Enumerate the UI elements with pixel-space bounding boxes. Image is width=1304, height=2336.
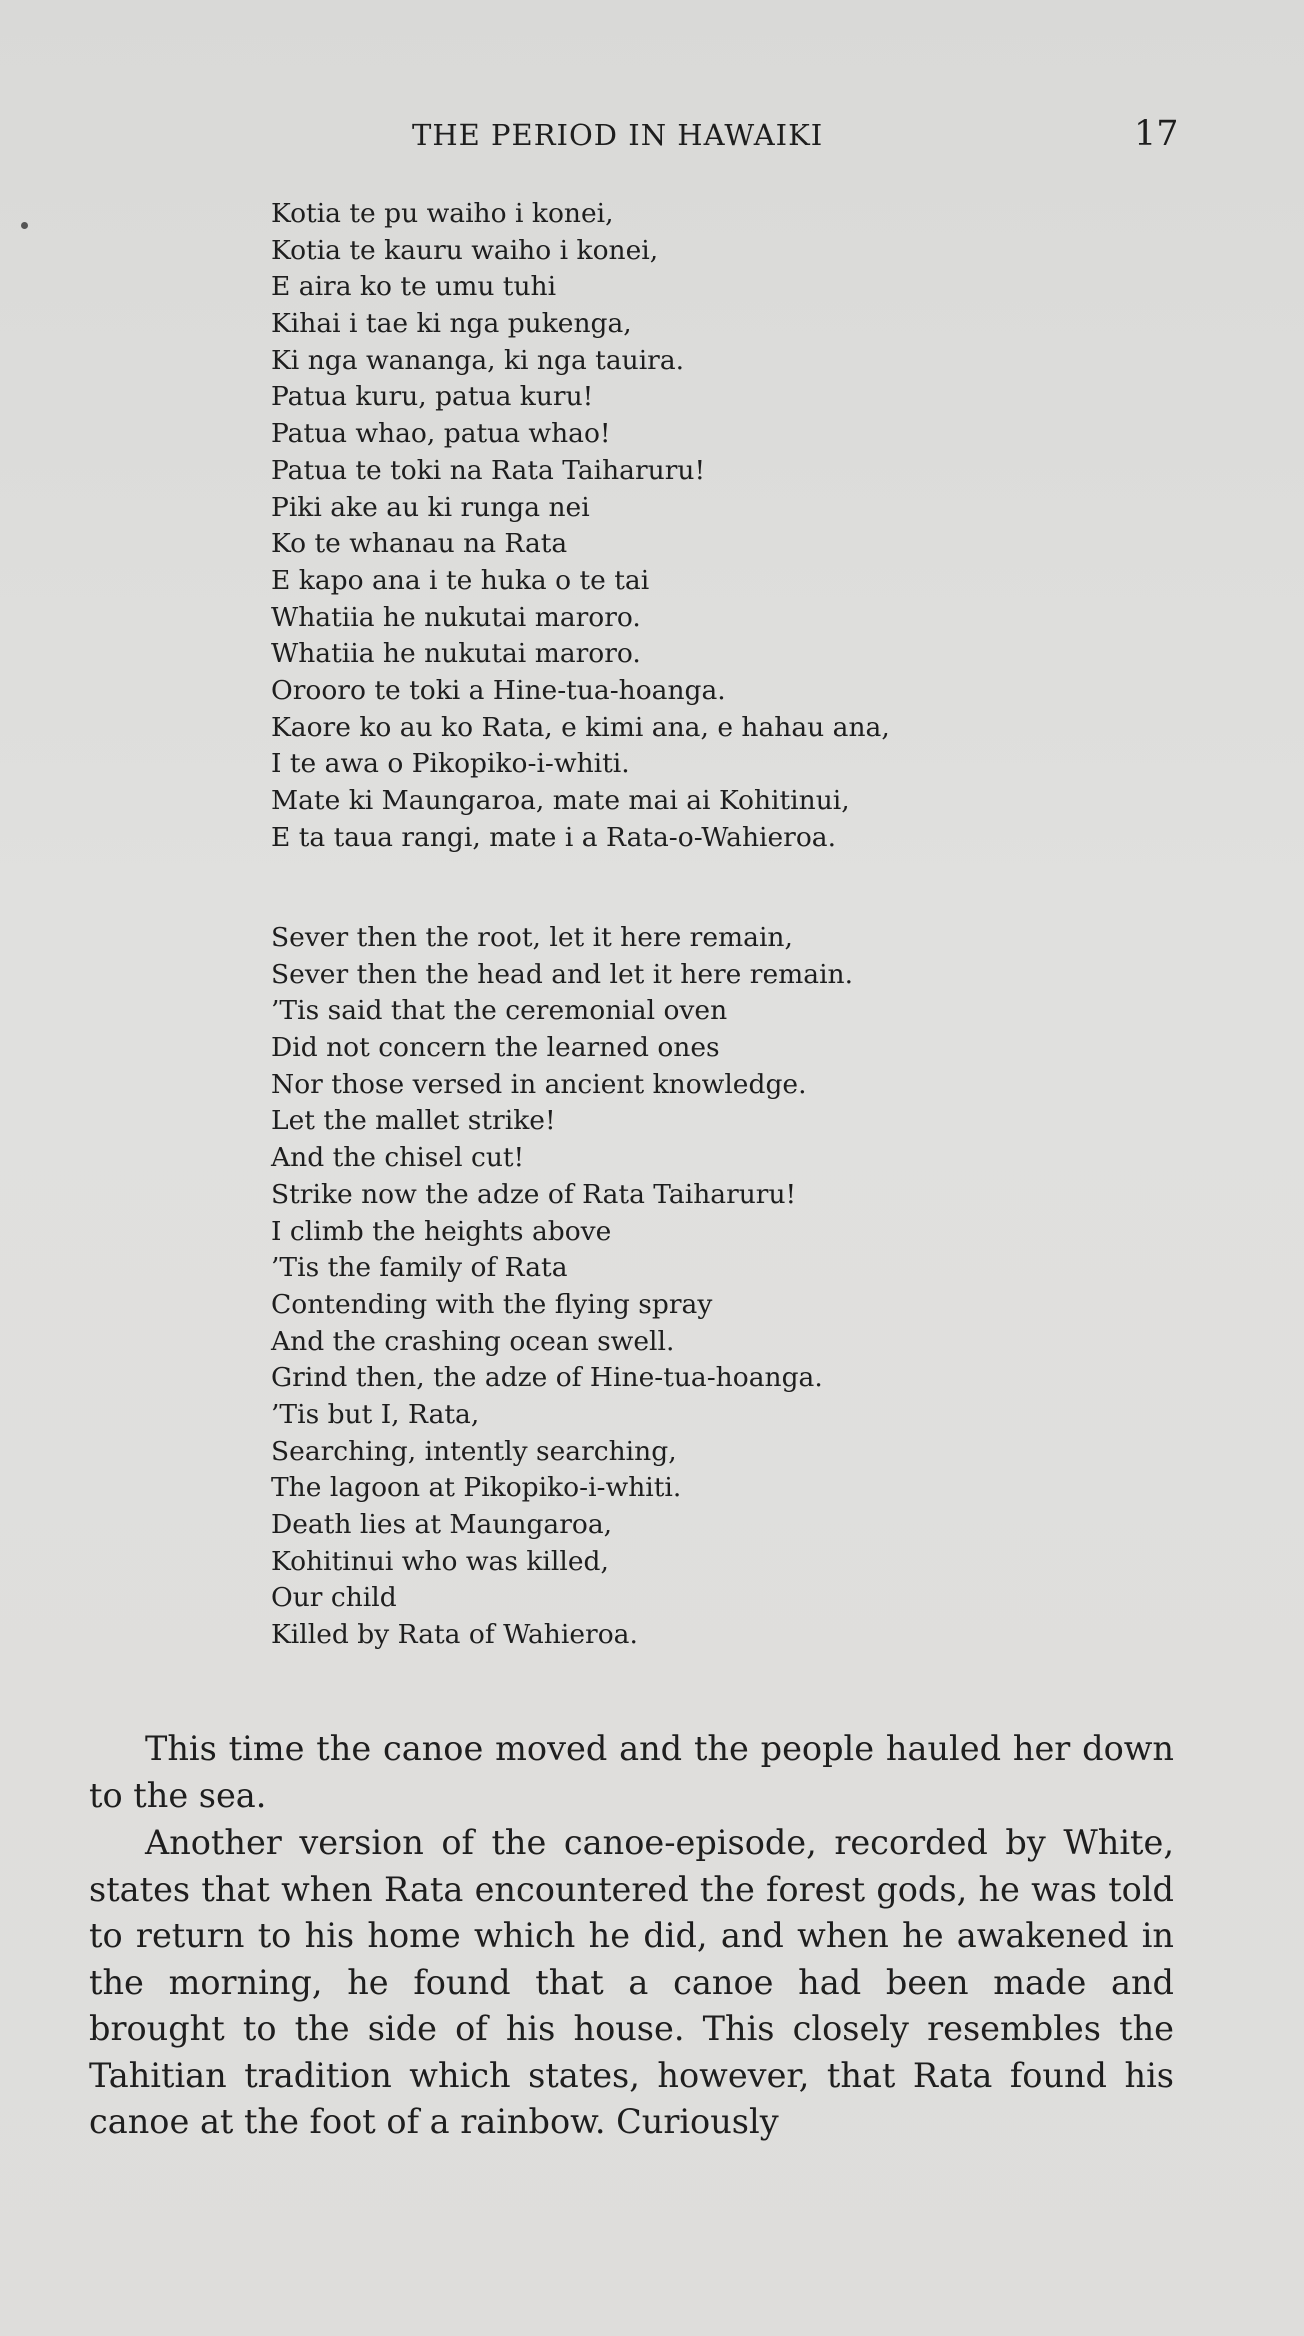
verse-line: And the crashing ocean swell. bbox=[271, 1325, 675, 1357]
verse-line: Ko te whanau na Rata bbox=[271, 528, 568, 560]
verse-line: Searching, intently searching, bbox=[271, 1435, 677, 1467]
verse-line: Sever then the head and let it here remain. bbox=[271, 958, 854, 990]
paragraph-text: This time the canoe moved and the people hauled her down to the sea. bbox=[89, 1729, 1174, 1815]
verse-line: E aira ko te umu tuhi bbox=[271, 271, 557, 303]
verse-line: Contending with the flying spray bbox=[271, 1288, 713, 1320]
verse-line: Strike now the adze of Rata Taiharuru! bbox=[271, 1178, 797, 1210]
verse-line: Patua whao, patua whao! bbox=[271, 418, 611, 450]
verse-line: The lagoon at Pikopiko-i-whiti. bbox=[271, 1472, 682, 1504]
verse-line: Kotia te kauru waiho i konei, bbox=[271, 234, 659, 266]
verse-line: And the chisel cut! bbox=[271, 1142, 525, 1174]
paragraph-text: Another version of the canoe-episode, recorded by White, states that when Rata encountered the forest gods, he was told to return to his home which he did, and when he awakened in the morning, he found that a canoe had been made and brought to the side of his house. This closely resembles the Tahitian tradition which states, however, that Rata found his canoe at the foot of a rainbow. Curiously bbox=[89, 1823, 1174, 2141]
verse-line: Patua te toki na Rata Taiharuru! bbox=[271, 454, 706, 486]
verse-line: Kohitinui who was killed, bbox=[271, 1545, 609, 1577]
verse-line: Orooro te toki a Hine-tua-hoanga. bbox=[271, 674, 726, 706]
margin-speck bbox=[21, 222, 28, 229]
verse-line: ’Tis but I, Rata, bbox=[271, 1398, 480, 1430]
verse-line: E kapo ana i te huka o te tai bbox=[271, 564, 650, 596]
prose-paragraph-2 bbox=[89, 1820, 1174, 2146]
verse-english bbox=[271, 920, 853, 1654]
verse-line: I climb the heights above bbox=[271, 1215, 612, 1247]
verse-line: ’Tis the family of Rata bbox=[271, 1252, 568, 1284]
verse-line: Mate ki Maungaroa, mate mai ai Kohitinui, bbox=[271, 785, 850, 816]
verse-line: Grind then, the adze of Hine-tua-hoanga. bbox=[271, 1362, 823, 1394]
verse-line: ’Tis said that the ceremonial oven bbox=[271, 995, 728, 1027]
verse-line: Sever then the root, let it here remain, bbox=[271, 922, 793, 953]
verse-line: Patua kuru, patua kuru! bbox=[271, 381, 594, 413]
verse-line: Kotia te pu waiho i konei, bbox=[271, 198, 614, 229]
verse-line: Did not concern the learned ones bbox=[271, 1032, 720, 1064]
verse-line: Our child bbox=[271, 1582, 397, 1614]
running-title: THE PERIOD IN HAWAIKI bbox=[412, 118, 824, 152]
verse-line: Killed by Rata of Wahieroa. bbox=[271, 1619, 638, 1651]
verse-line: Ki nga wananga, ki nga tauira. bbox=[271, 344, 685, 376]
verse-line: Kihai i tae ki nga pukenga, bbox=[271, 308, 632, 340]
verse-line: E ta taua rangi, mate i a Rata-o-Wahieroa. bbox=[271, 821, 837, 853]
verse-line: I te awa o Pikopiko-i-whiti. bbox=[271, 748, 630, 780]
verse-line: Let the mallet strike! bbox=[271, 1105, 556, 1137]
prose-paragraph-1 bbox=[89, 1726, 1174, 1819]
verse-line: Whatiia he nukutai maroro. bbox=[271, 638, 641, 670]
verse-line: Piki ake au ki runga nei bbox=[271, 491, 590, 523]
verse-line: Death lies at Maungaroa, bbox=[271, 1509, 613, 1540]
verse-maori bbox=[271, 196, 890, 856]
verse-line: Kaore ko au ko Rata, e kimi ana, e hahau ana, bbox=[271, 711, 890, 743]
verse-line: Nor those versed in ancient knowledge. bbox=[271, 1068, 807, 1100]
verse-line: Whatiia he nukutai maroro. bbox=[271, 601, 641, 633]
page-number: 17 bbox=[1134, 114, 1179, 154]
